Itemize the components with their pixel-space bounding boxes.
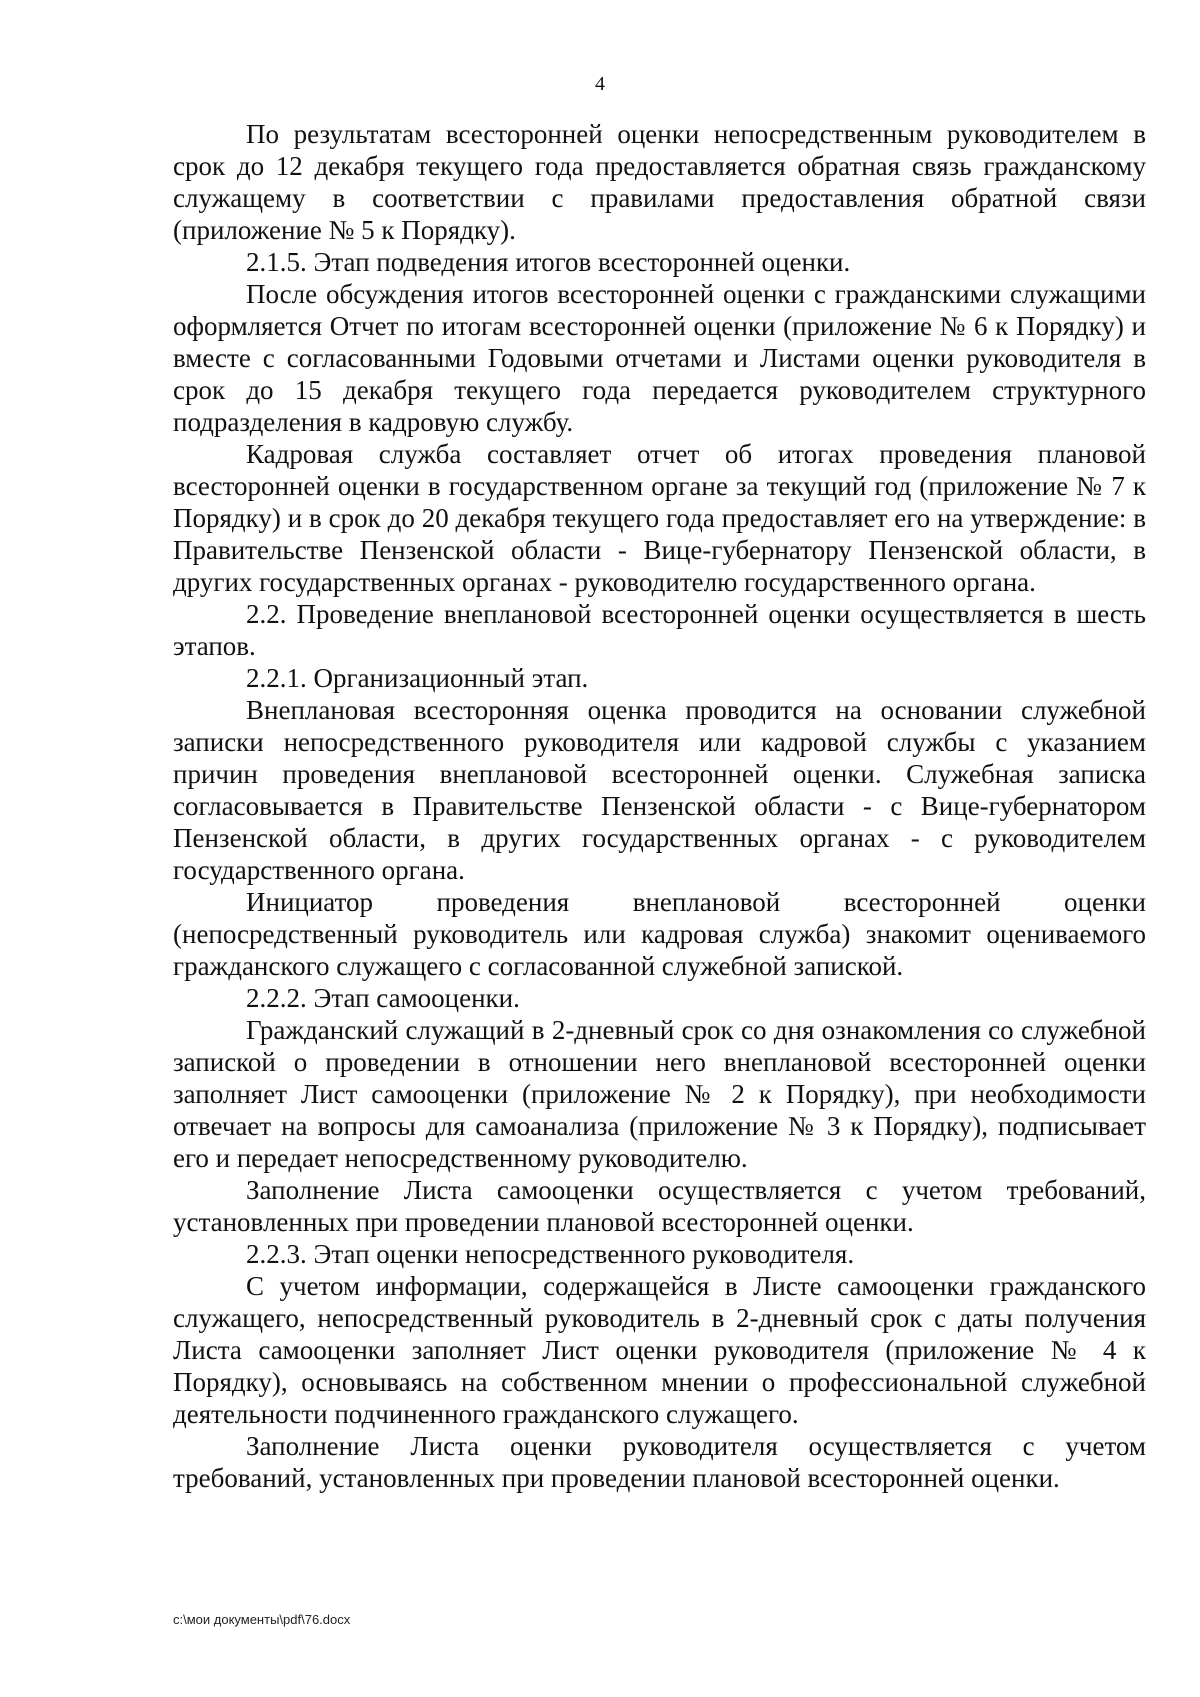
section-heading-2-2-1: 2.2.1. Организационный этап.: [246, 663, 589, 693]
paragraph-feedback: По результатам всесторонней оценки непосредственным руководителем в срок до 12 декабря текущего года предоставляется обратная связь гражданскому служащему в соответствии с правилами предоставления обратной связи (приложение № 5 к Порядку).: [173, 119, 1146, 245]
section-heading-2-2-2: 2.2.2. Этап самооценки.: [246, 983, 520, 1013]
paragraph-unscheduled-basis: Внеплановая всесторонняя оценка проводится на основании служебной записки непосредственного руководителя или кадровой службы с указанием причин проведения внеплановой всесторонней оценки. Служебная записка согласовывается в Правительстве Пензенской области - с Вице-губернатором Пензенской области, в других государственных органах - с руководителем государственного органа.: [173, 695, 1146, 885]
paragraph-manager-assessment-requirements: Заполнение Листа оценки руководителя осуществляется с учетом требований, установленных при проведении плановой всесторонней оценки.: [173, 1431, 1146, 1493]
paragraph-self-assessment: Гражданский служащий в 2-дневный срок со дня ознакомления со служебной запиской о проведении в отношении него внеплановой всесторонней оценки заполняет Лист самооценки (приложение № 2 к Порядку), при необходимости отвечает на вопросы для самоанализа (приложение № 3 к Порядку), подписывает его и передает непосредственному руководителю.: [173, 1015, 1146, 1173]
paragraph-hr-report: Кадровая служба составляет отчет об итогах проведения плановой всесторонней оценки в государственном органе за текущий год (приложение № 7 к Порядку) и в срок до 20 декабря текущего года предоставляет его на утверждение: в Правительстве Пензенской области - Вице-губернатору Пензенской области, в других государственных органах - руководителю государственного органа.: [173, 439, 1146, 597]
section-heading-2-2: 2.2. Проведение внеплановой всесторонней оценки осуществляется в шесть этапов.: [173, 599, 1146, 661]
paragraph-initiator: Инициатор проведения внеплановой всесторонней оценки (непосредственный руководитель или кадровая служба) знакомит оцениваемого гражданского служащего с согласованной служебной запиской.: [173, 887, 1146, 981]
paragraph-self-assessment-requirements: Заполнение Листа самооценки осуществляется с учетом требований, установленных при проведении плановой всесторонней оценки.: [173, 1175, 1146, 1237]
section-heading-2-2-3: 2.2.3. Этап оценки непосредственного руководителя.: [246, 1239, 855, 1269]
page-number: 4: [595, 73, 605, 95]
paragraph-results-report: После обсуждения итогов всесторонней оценки с гражданскими служащими оформляется Отчет по итогам всесторонней оценки (приложение № 6 к Порядку) и вместе с согласованными Годовыми отчетами и Листами оценки руководителя в срок до 15 декабря текущего года передается руководителем структурного подразделения в кадровую службу.: [173, 279, 1146, 437]
footer-file-path: c:\мои документы\pdf\76.docx: [173, 1612, 351, 1627]
document-body: [173, 118, 1146, 1494]
paragraph-manager-assessment: С учетом информации, содержащейся в Листе самооценки гражданского служащего, непосредственный руководитель в 2-дневный срок с даты получения Листа самооценки заполняет Лист оценки руководителя (приложение № 4 к Порядку), основываясь на собственном мнении о профессиональной служебной деятельности подчиненного гражданского служащего.: [173, 1271, 1146, 1429]
section-heading-2-1-5: 2.1.5. Этап подведения итогов всесторонней оценки.: [246, 247, 851, 277]
